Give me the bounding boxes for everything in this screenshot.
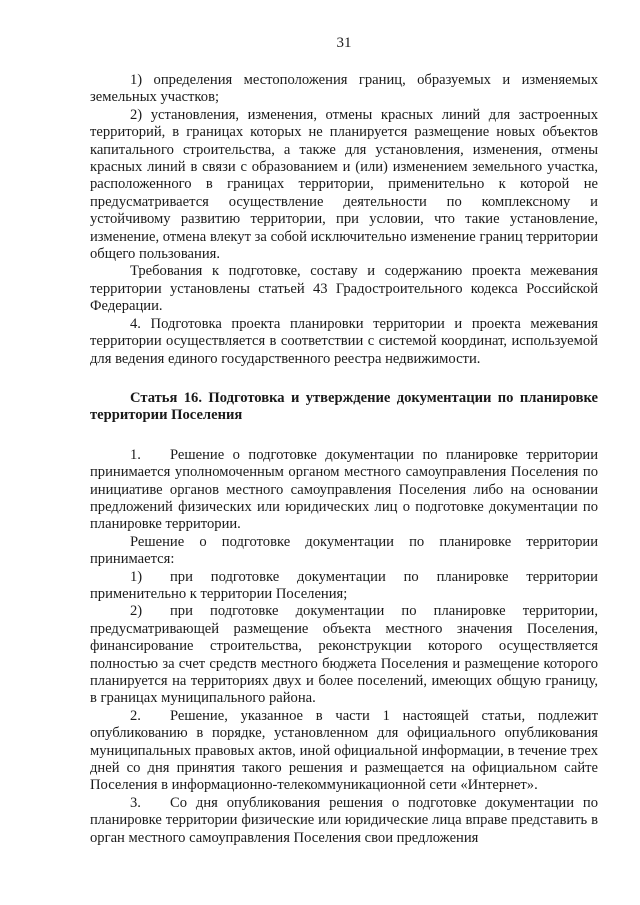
paragraph-text: Со дня опубликования решения о подготовке документации по планировке территории физические или юридические лица вправе представить в орган местного самоуправления Поселения свои предложения [90, 794, 598, 846]
paragraph-number: 3. [130, 794, 141, 811]
numbered-subitem-2 [90, 603, 598, 707]
paragraph-text: при подготовке документации по планировке территории, предусматривающей размещение объекта местного значения Поселения, финансирование строительства, реконструкции которого осуществляется полностью за счет средств местного бюджета Поселения и размещение которого планируется на территориях двух и более поселений, имеющих общую границу, в границах муниципального района. [90, 603, 598, 707]
numbered-paragraph-1 [90, 447, 598, 534]
paragraph-text: Решение о подготовке документации по планировке территории принимается уполномоченным органом местного самоуправления Поселения по инициативе органов местного самоуправления Поселения либо на основании предложений физических или юридических лиц о подготовке документации по планировке территории. [90, 446, 598, 533]
paragraph-item-1: 1) определения местоположения границ, образуемых и изменяемых земельных участков; [90, 72, 598, 106]
numbered-subitem-1 [90, 569, 598, 604]
paragraph-number: 1. [130, 446, 141, 463]
paragraph-item-4: 4. Подготовка проекта планировки территории и проекта межевания территории осуществляется в соответствии с системой координат, используемой для ведения единого государственного реестра недвижимости. [90, 315, 598, 367]
numbered-paragraph-3 [90, 795, 598, 847]
paragraph-requirements: Требования к подготовке, составу и содержанию проекта межевания территории установлены статьей 43 Градостроительного кодекса Российской Федерации. [90, 263, 598, 315]
article-heading: Статья 16. Подготовка и утверждение документации по планировке территории Поселения [90, 389, 598, 424]
paragraph-number: 1) [130, 568, 143, 585]
paragraph-text: Решение, указанное в части 1 настоящей статьи, подлежит опубликованию в порядке, установленном для официального опубликования муниципальных правовых актов, иной официальной информации, в течение трех дней со дня принятия такого решения и размещается на официальном сайте Поселения в информационно-телекоммуникационной сети «Интернет». [90, 707, 598, 794]
paragraph-text: Решение о подготовке документации по планировке территории принимается: [90, 533, 598, 568]
numbered-paragraph-2 [90, 708, 598, 795]
paragraph-item-2: 2) установления, изменения, отмены красных линий для застроенных территорий, в границах которых не планируется размещение новых объектов капитального строительства, а также для установления, изменения, отмены красных линий в связи с образованием и (или) изменением земельного участка, расположенного в границах территории, применительно к которой не предусматривается осуществление деятельности по комплексному и устойчивому развитию территории, при условии, что такие установление, изменение, отмена влекут за собой исключительно изменение границ территории общего пользования. [90, 106, 598, 263]
paragraph-number: 2. [130, 707, 141, 724]
page-number: 31 [336, 35, 352, 51]
paragraph-text: при подготовке документации по планировке территории применительно к территории Поселения; [90, 568, 598, 602]
paragraph-number: 2) [130, 603, 143, 620]
document-page [90, 34, 598, 847]
paragraph-decision [90, 534, 598, 569]
